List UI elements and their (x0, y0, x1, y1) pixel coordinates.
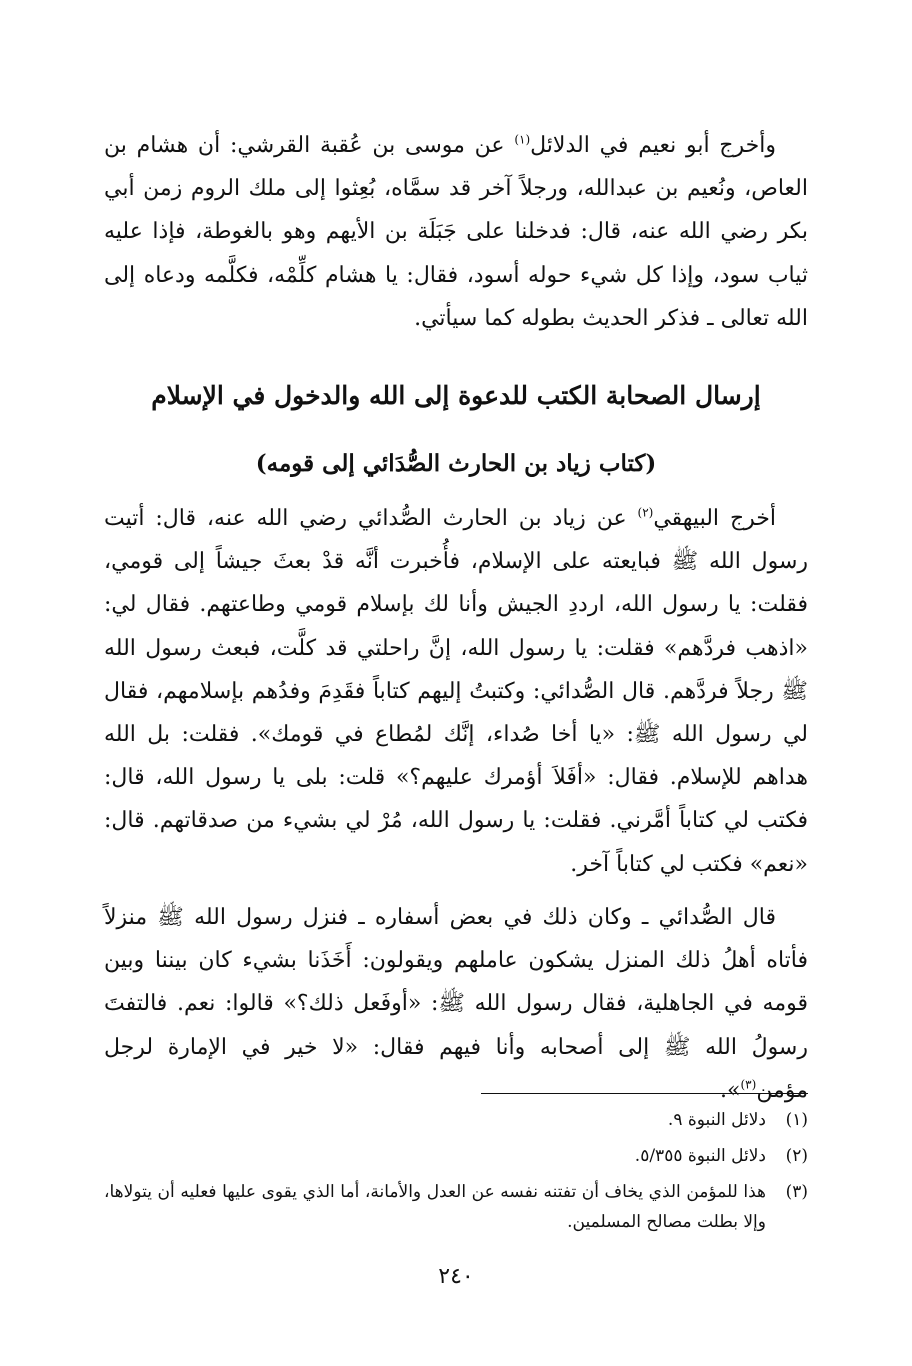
paragraph1-text-a: وأخرج أبو نعيم في الدلائل (530, 133, 776, 158)
footnotes-list (104, 1105, 808, 1243)
footnote-ref-3[interactable]: (٣) (740, 1077, 757, 1092)
footnote-divider (481, 1093, 808, 1094)
footnote-number: (١) (785, 1110, 808, 1130)
paragraph-bayhaqi (104, 497, 808, 886)
paragraph3-text-b: ». (720, 1077, 741, 1103)
section-subheading: (كتاب زياد بن الحارث الصُّدَائي إلى قومه) (255, 450, 657, 477)
section-heading: إرسال الصحابة الكتب للدعوة إلى الله والدخول في الإسلام (151, 381, 761, 410)
footnote-number: (٣) (785, 1182, 808, 1202)
page-number: ٢٤٠ (438, 1264, 474, 1289)
footnote-number: (٢) (785, 1146, 808, 1166)
paragraph2-text-a: أخرج البيهقي (653, 506, 776, 531)
paragraph-abu-nuaym (104, 124, 808, 340)
footnote-text: هذا للمؤمن الذي يخاف أن تفتنه نفسه عن العدل والأمانة، أما الذي يقوى عليها فعليه أن يتولاها، وإلا بطلت مصالح المسلمين. (104, 1182, 766, 1232)
paragraph3-text-a: قال الصُّدائي ـ وكان ذلك في بعض أسفاره ـ فنزل رسول الله ﷺ منزلاً فأتاه أهلُ ذلك المنزل يشكون عاملهم ويقولون: أَخَذَنا بشيء كان بيننا وبين قومه في الجاهلية، فقال رسول الله ﷺ: «أوفَعل ذلك؟» قالوا: نعم. فالتفتَ رسولُ الله ﷺ إلى أصحابه وأنا فيهم فقال: «لا خير في الإمارة لرجل مؤمن (104, 905, 808, 1103)
paragraph2-text-b: عن زياد بن الحارث الصُّدائي رضي الله عنه، قال: أتيت رسول الله ﷺ فبايعته على الإسلام، فأُخبرت أنَّه قدْ بعثَ جيشاً إلى قومي، فقلت: يا رسول الله، ارددِ الجيش وأنا لك بإسلام قومي وطاعتهم. فقال لي: «اذهب فردَّهم» فقلت: يا رسول الله، إنَّ راحلتي قد كلَّت، فبعث رسول الله ﷺ رجلاً فردَّهم. قال الصُّدائي: وكتبتُ إليهم كتاباً فقَدِمَ وفدُهم بإسلامهم، فقال لي رسول الله ﷺ: «يا أخا صُداء، إنَّك لمُطاع في قومك». فقلت: بل الله هداهم للإسلام. فقال: «أفَلاَ أؤمرك عليهم؟» قلت: بلى يا رسول الله، قال: فكتب لي كتاباً أمَّرني. فقلت: يا رسول الله، مُرْ لي بشيء من صدقاتهم. قال: «نعم» فكتب لي كتاباً آخر. (104, 506, 808, 877)
footnote-ref-2[interactable]: (٢) (637, 505, 654, 520)
footnote-text: دلائل النبوة ٩. (667, 1110, 766, 1130)
footnote-text: دلائل النبوة ٥/٣٥٥. (634, 1146, 766, 1166)
paragraph-sudai (104, 896, 808, 1112)
footnote-item (104, 1177, 808, 1237)
paragraph1-text-b: عن موسى بن عُقبة القرشي: أن هشام بن العاص، ونُعيم بن عبدالله، ورجلاً آخر قد سمَّاه، بُعِثوا إلى ملك الروم زمن أبي بكر رضي الله عنه، قال: فدخلنا على جَبَلَة بن الأيهم وهو بالغوطة، فإذا عليه ثياب سود، وإذا كل شيء حوله أسود، فقال: يا هشام كلِّمْه، فكلَّمه ودعاه إلى الله تعالى ـ فذكر الحديث بطوله كما سيأتي. (104, 133, 808, 331)
footnote-ref-1[interactable]: (١) (514, 132, 531, 147)
footnote-item (104, 1105, 808, 1135)
footnote-item (104, 1141, 808, 1171)
